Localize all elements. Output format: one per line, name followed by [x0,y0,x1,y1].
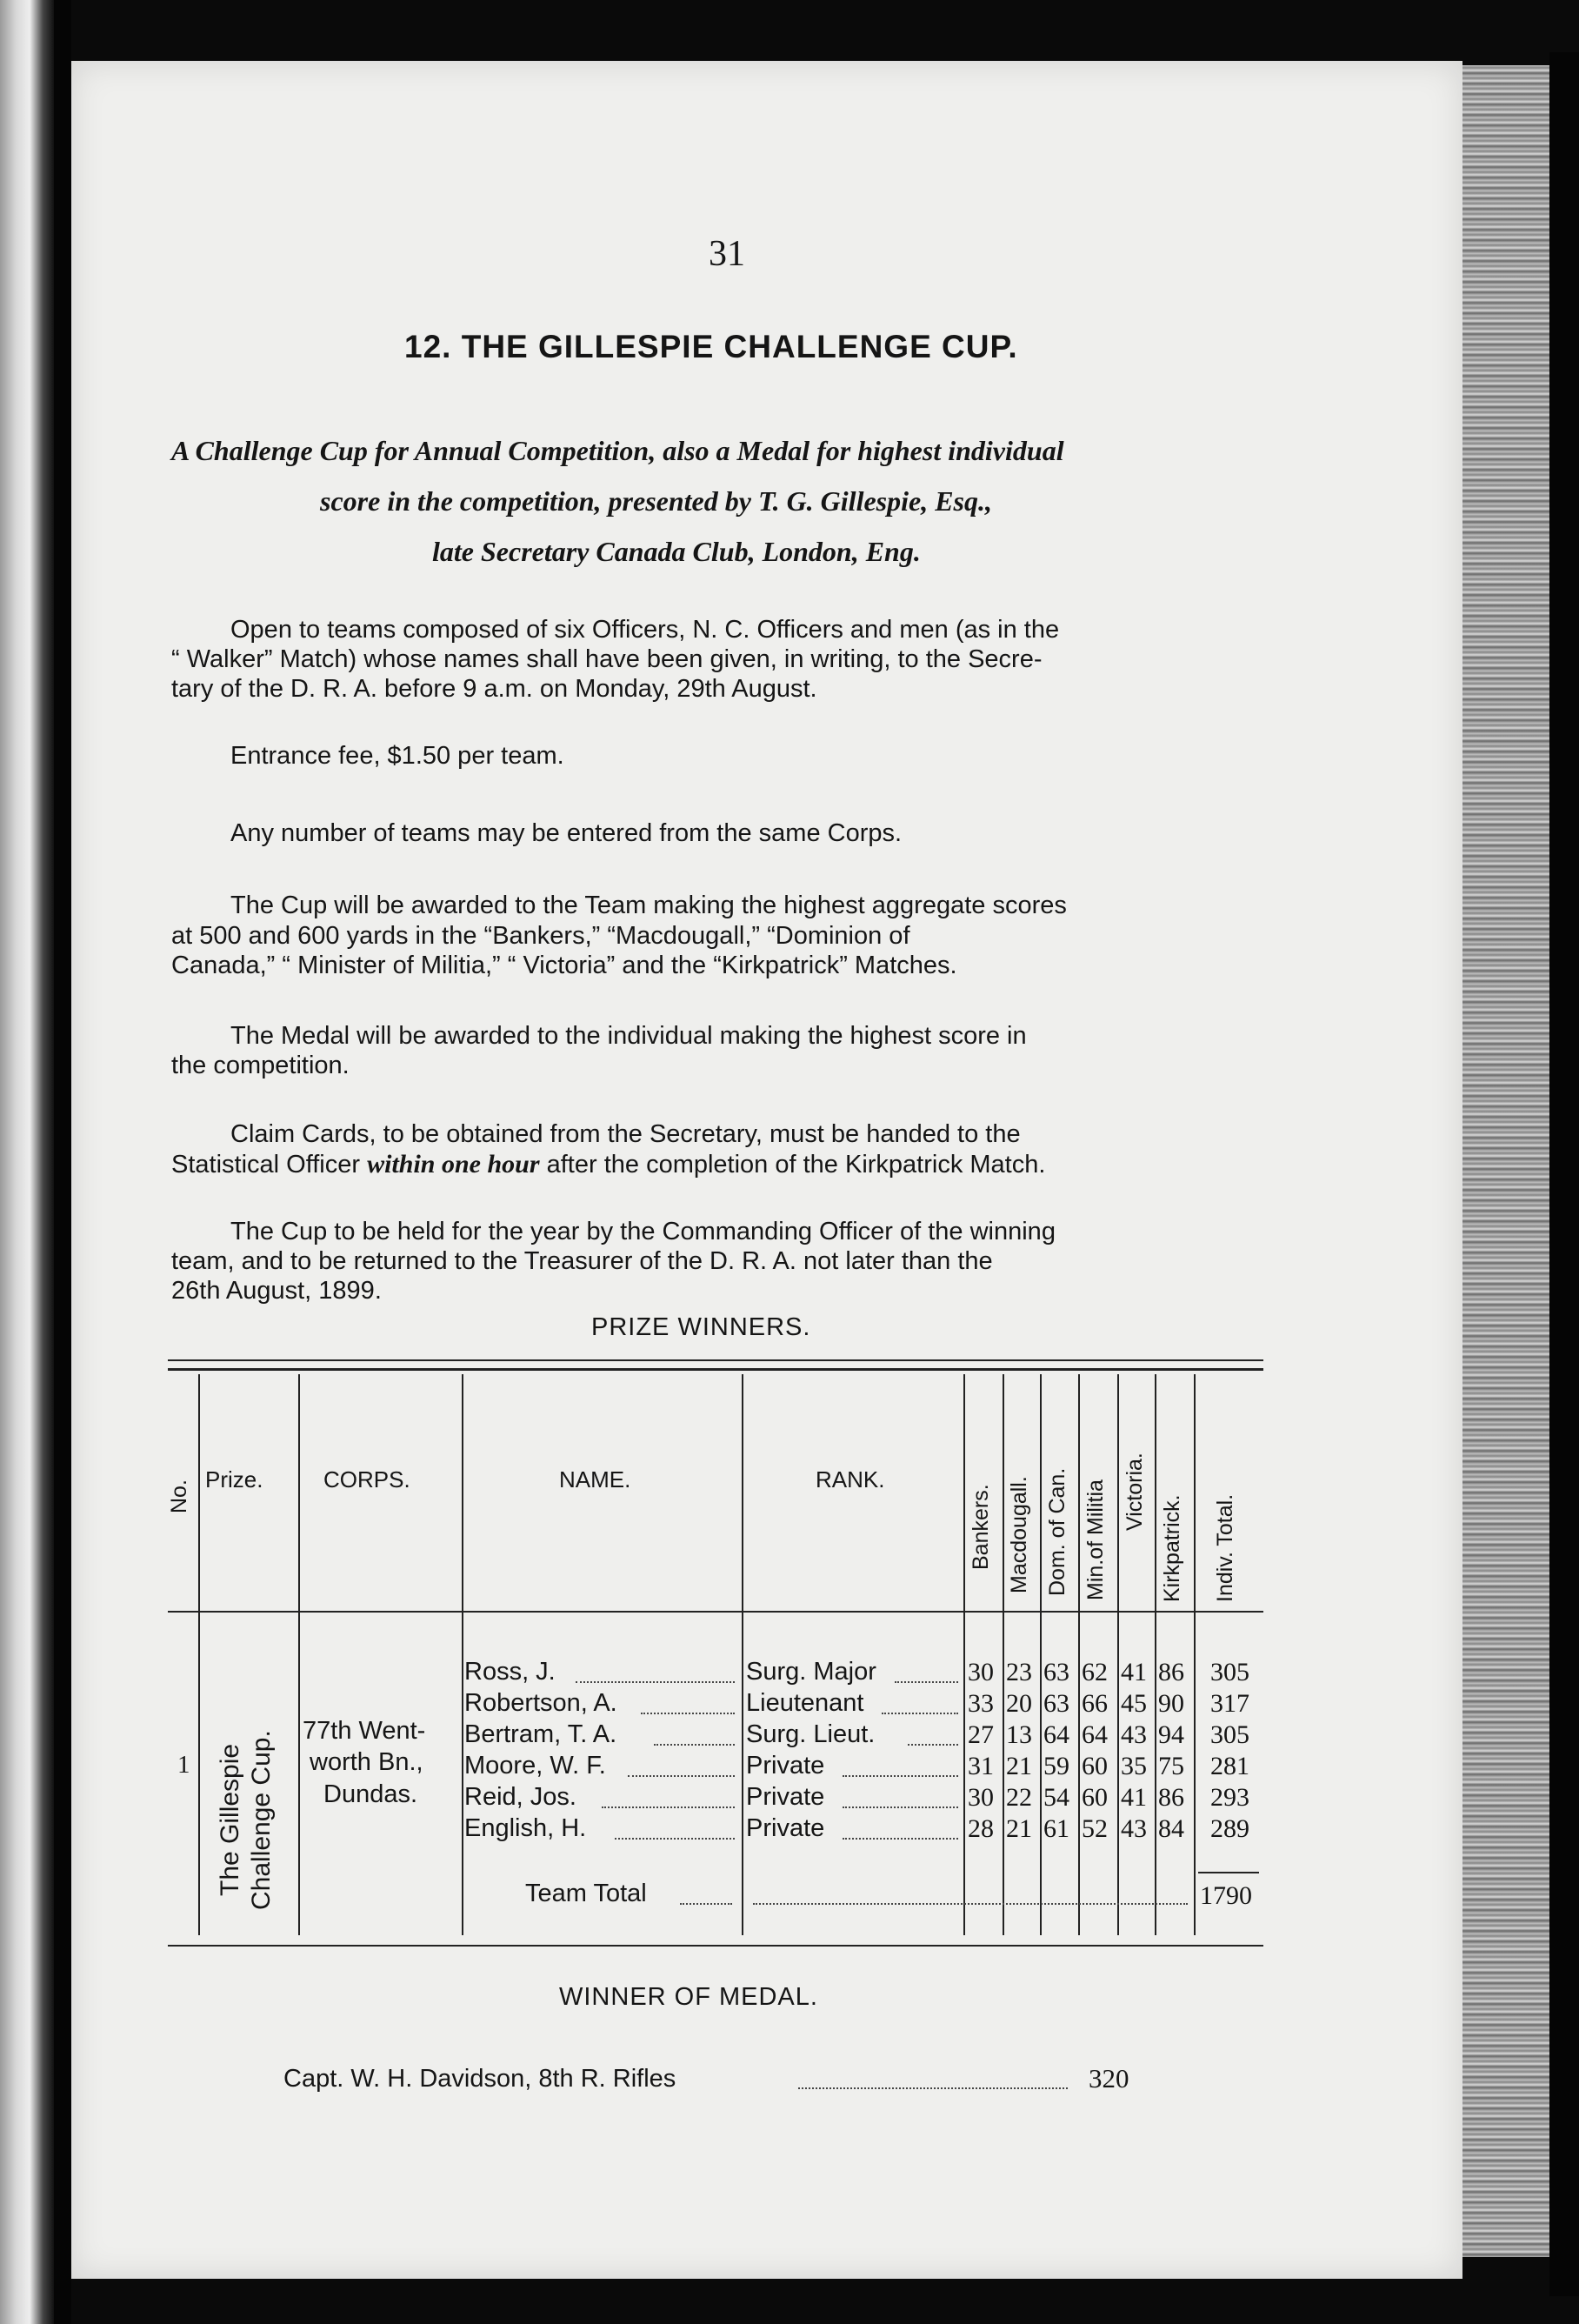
leader-dots [615,1838,735,1840]
header-rank: RANK. [816,1466,885,1493]
kirkpatrick-score-cell: 90 [1158,1689,1184,1718]
column-divider [1003,1374,1004,1935]
paragraph-line: 26th August, 1899. [171,1277,382,1305]
rank-cell: Surg. Major [746,1658,876,1686]
total-score-cell: 305 [1210,1720,1249,1749]
dom-score-cell: 63 [1043,1658,1069,1686]
scan-border [1549,52,1579,2296]
paragraph-text: Statistical Officer [171,1151,361,1179]
rank-cell: Surg. Lieut. [746,1720,876,1748]
victoria-score-cell: 43 [1121,1720,1147,1749]
header-bankers: Bankers. [969,1484,993,1570]
total-score-cell: 293 [1210,1783,1249,1812]
kirkpatrick-score-cell: 86 [1158,1783,1184,1812]
header-dom-of-can: Dom. of Can. [1045,1467,1069,1596]
kirkpatrick-score-cell: 86 [1158,1658,1184,1686]
paragraph-line [171,1150,1045,1179]
name-cell: Ross, J. [464,1658,556,1686]
victoria-score-cell: 35 [1121,1752,1147,1780]
victoria-score-cell: 43 [1121,1814,1147,1843]
header-indiv-total: Indiv. Total. [1213,1493,1237,1602]
column-divider [298,1374,300,1935]
leader-dots [843,1806,958,1808]
name-cell: Moore, W. F. [464,1752,606,1780]
team-total-label: Team Total [525,1880,647,1907]
prize-name-line: Challenge Cup. [247,1730,276,1910]
paragraph-line: The Cup to be held for the year by the Commanding Officer of the winning [230,1218,1056,1245]
column-divider [198,1374,200,1935]
prize-number: 1 [177,1751,190,1779]
bankers-score-cell: 30 [968,1658,994,1686]
column-divider [742,1374,743,1935]
militia-score-cell: 52 [1082,1814,1108,1843]
header-name: NAME. [559,1466,631,1493]
macdougall-score-cell: 23 [1006,1658,1032,1686]
header-min-of-militia: Min.of Militia [1083,1479,1108,1600]
team-total-value: 1790 [1200,1881,1252,1910]
paragraph-line: Open to teams composed of six Officers, N. C. Officers and men (as in the [230,616,1060,644]
paragraph-line: The Cup will be awarded to the Team making the highest aggregate scores [230,892,1067,919]
leader-dots [576,1681,735,1683]
macdougall-score-cell: 21 [1006,1752,1032,1780]
header-no: No. [167,1479,191,1513]
corps-line: worth Bn., [310,1748,423,1776]
militia-score-cell: 60 [1082,1783,1108,1812]
macdougall-score-cell: 22 [1006,1783,1032,1812]
bankers-score-cell: 31 [968,1752,994,1780]
sum-rule [1198,1872,1259,1873]
column-divider [462,1374,463,1935]
militia-score-cell: 66 [1082,1689,1108,1718]
total-score-cell: 317 [1210,1689,1249,1718]
victoria-score-cell: 45 [1121,1689,1147,1718]
paragraph-line: tary of the D. R. A. before 9 a.m. on Monday, 29th August. [171,675,817,703]
leader-dots [654,1744,735,1746]
militia-score-cell: 60 [1082,1752,1108,1780]
paragraph-line: team, and to be returned to the Treasurer of the D. R. A. not later than the [171,1247,993,1275]
dom-score-cell: 59 [1043,1752,1069,1780]
rank-cell: Private [746,1752,825,1780]
leader-dots [798,2087,1068,2089]
header-victoria: Victoria. [1123,1452,1147,1531]
bankers-score-cell: 30 [968,1783,994,1812]
rank-cell: Private [746,1814,825,1842]
rank-cell: Private [746,1783,825,1811]
page-number: 31 [709,234,745,274]
leader-dots [628,1775,735,1777]
bankers-score-cell: 33 [968,1689,994,1718]
medal-winner: Capt. W. H. Davidson, 8th R. Rifles [283,2065,676,2093]
column-divider [963,1374,965,1935]
header-prize: Prize. [205,1466,263,1493]
subtitle-line: late Secretary Canada Club, London, Eng. [432,536,921,567]
kirkpatrick-score-cell: 84 [1158,1814,1184,1843]
prize-name-line: The Gillespie [216,1743,244,1896]
corps-line: 77th Went- [303,1717,426,1745]
macdougall-score-cell: 13 [1006,1720,1032,1749]
header-rule [168,1611,1263,1613]
bankers-score-cell: 27 [968,1720,994,1749]
corps-line: Dundas. [323,1780,418,1808]
emphasis-text: within one hour [367,1150,540,1179]
subtitle-line: A Challenge Cup for Annual Competition, also a Medal for highest individual [171,435,1064,466]
leader-dots [843,1775,958,1777]
facing-page-edge [0,0,54,2324]
column-divider [1117,1374,1119,1935]
leader-dots [753,1903,1188,1905]
page-stack-edge [1462,65,1549,2257]
bankers-score-cell: 28 [968,1814,994,1843]
section-heading: 12. THE GILLESPIE CHALLENGE CUP. [404,329,1018,364]
name-cell: Bertram, T. A. [464,1720,617,1748]
leader-dots [602,1806,735,1808]
paragraph-line: at 500 and 600 yards in the “Bankers,” “Macdougall,” “Dominion of [171,922,910,950]
rank-cell: Lieutenant [746,1689,864,1717]
medal-title: WINNER OF MEDAL. [559,1983,818,2011]
militia-score-cell: 62 [1082,1658,1108,1686]
kirkpatrick-score-cell: 94 [1158,1720,1184,1749]
victoria-score-cell: 41 [1121,1658,1147,1686]
leader-dots [882,1713,958,1714]
column-divider [1040,1374,1042,1935]
table-top-rule [168,1368,1263,1371]
dom-score-cell: 61 [1043,1814,1069,1843]
table-top-rule [168,1359,1263,1361]
paragraph-text: after the completion of the Kirkpatrick Match. [546,1151,1046,1179]
column-divider [1194,1374,1196,1935]
name-cell: Reid, Jos. [464,1783,576,1811]
paragraph-line: Claim Cards, to be obtained from the Secretary, must be handed to the [230,1120,1021,1148]
total-score-cell: 289 [1210,1814,1249,1843]
name-cell: Robertson, A. [464,1689,617,1717]
paragraph-line: “ Walker” Match) whose names shall have been given, in writing, to the Secre- [171,645,1043,673]
total-score-cell: 281 [1210,1752,1249,1780]
medal-score: 320 [1089,2063,1129,2094]
leader-dots [895,1681,958,1683]
paragraph-line: Any number of teams may be entered from the same Corps. [230,819,903,847]
dom-score-cell: 63 [1043,1689,1069,1718]
table-bottom-rule [168,1945,1263,1947]
book-binding [54,0,71,2324]
entrance-fee-text: Entrance fee, $1.50 per team. [230,742,564,770]
leader-dots [908,1744,958,1746]
macdougall-score-cell: 21 [1006,1814,1032,1843]
victoria-score-cell: 41 [1121,1783,1147,1812]
dom-score-cell: 64 [1043,1720,1069,1749]
header-macdougall: Macdougall. [1007,1476,1031,1593]
subtitle-line: score in the competition, presented by T. G. Gillespie, Esq., [320,485,992,517]
column-divider [1078,1374,1080,1935]
leader-dots [680,1903,732,1905]
name-cell: English, H. [464,1814,587,1842]
leader-dots [843,1838,958,1840]
total-score-cell: 305 [1210,1658,1249,1686]
dom-score-cell: 54 [1043,1783,1069,1812]
leader-dots [641,1713,735,1714]
paragraph-line: Canada,” “ Minister of Militia,” “ Victoria” and the “Kirkpatrick” Matches. [171,952,957,979]
kirkpatrick-score-cell: 75 [1158,1752,1184,1780]
militia-score-cell: 64 [1082,1720,1108,1749]
column-divider [1155,1374,1156,1935]
paragraph-line: the competition. [171,1052,350,1079]
prize-winners-title: PRIZE WINNERS. [591,1313,811,1341]
macdougall-score-cell: 20 [1006,1689,1032,1718]
paragraph-line: The Medal will be awarded to the individual making the highest score in [230,1022,1027,1050]
header-corps: CORPS. [323,1466,410,1493]
header-kirkpatrick: Kirkpatrick. [1160,1494,1184,1602]
